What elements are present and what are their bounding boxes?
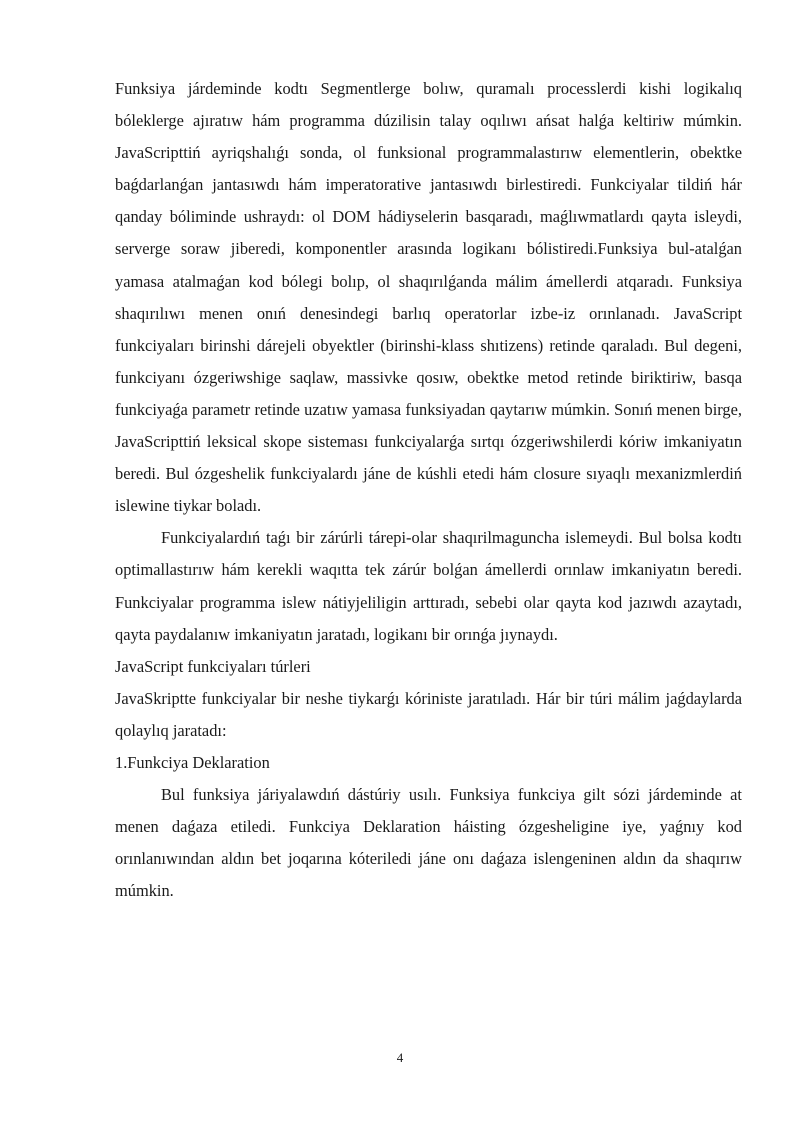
paragraph-functions-intro: Funksiya járdeminde kodtı Segmentlerge bolıw, quramalı processlerdi kishi logikalıq bóleklerge ajıratıw hám programma dúzilisin talay oqılıwı ańsat halǵa keltiriw múmkin. JavaScripttiń ayriqshalıǵı sonda, ol funksional programmalastırıw elementlerin, obektke baǵdarlanǵan jantasıwdı hám imperatorative jantasıwdı birlestiredi. Funkciyalar tildiń hár qanday bóliminde ushraydı: ol DOM hádiyselerin basqaradı, maǵlıwmatlardı qayta isleydi, serverge soraw jiberedi, komponentler arasında logikanı bólistiredi.Funksiya bul-atalǵan yamasa atalmaǵan kod bólegi bolıp, ol shaqırılǵanda málim ámellerdi atqaradı. Funksiya shaqırılıwı menen onıń denesindegi barlıq operatorlar izbe-iz orınlanadı. JavaScript funkciyaları birinshi dárejeli obyektler (birinshi-klass shıtizens) retinde qaraladı. Bul degeni, funkciyanı ózgeriwshige saqlaw, massivke qosıw, obektke metod retinde biriktiriw, basqa funkciyaǵa parametr retinde uzatıw yamasa funksiyadan qaytarıw múmkin. Sonıń menen birge, JavaScripttiń leksical skope sisteması funkciyalarǵa sırtqı ózgeriwshilerdi kóriw imkaniyatın beredi. Bul ózgeshelik funkciyalardı jáne de kúshli etedi hám closure sıyaqlı mexanizmlerdiń islewine tiykar boladı. <box>115 79 742 516</box>
page-number: 4 <box>396 1050 404 1065</box>
paragraph-function-declaration: Bul funksiya járiyalawdıń dástúriy usılı. Funksiya funkciya gilt sózi járdeminde at menen daǵaza etiledi. Funkciya Deklaration háisting ózgesheligine iye, yaǵnıy kod orınlanıwından aldın bet joqarına kóteriledi jáne onı daǵaza islengeninen aldın da shaqırıw múmkin. <box>115 785 742 901</box>
paragraph-function-types-intro: JavaSkriptte funkciyalar bir neshe tiykarǵı kóriniste jaratıladı. Hár bir túri málim jaǵdaylarda qolaylıq jaratadı: <box>115 688 742 740</box>
section-heading-function-types: JavaScript funkciyaları túrleri <box>115 656 311 676</box>
body-text <box>115 73 742 907</box>
paragraph-functions-invocation: Funkciyalardıń taǵı bir zárúrli tárepi-olar shaqırilmaguncha islemeydi. Bul bolsa kodtı optimallastırıw hám kerekli waqıtta tek zárúr bolǵan ámellerdi orınlaw imkaniyatın beredi. Funkciyalar programma islew nátiyjeliligin arttıradı, sebebi olar qayta kod jazıwdı azaytadı, qayta paydalanıw imkaniyatın jaratadı, logikanı bir orınǵa jıynaydı. <box>115 528 742 644</box>
subsection-heading-function-declaration: 1.Funkciya Deklaration <box>115 752 270 772</box>
